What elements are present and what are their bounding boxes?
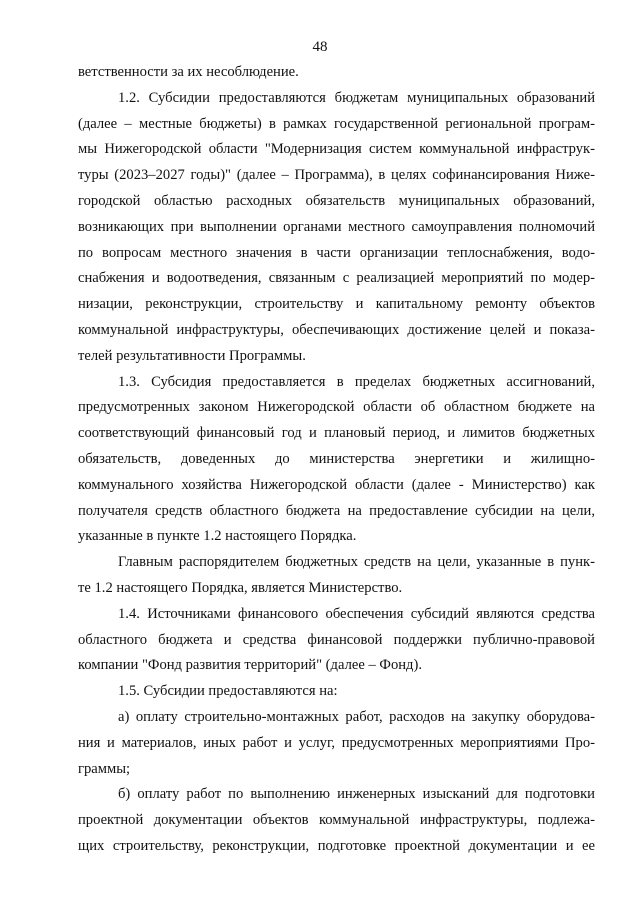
text-line: 1.5. Субсидии предоставляются на: bbox=[118, 683, 338, 700]
text-line: снабжения и водоотведения, связанным с реализацией мероприятий по модер- bbox=[78, 270, 595, 287]
text-line: указанные в пункте 1.2 настоящего Порядка. bbox=[78, 528, 357, 545]
text-line: 1.2. Субсидии предоставляются бюджетам муниципальных образований bbox=[118, 89, 595, 106]
text-line: коммунальной инфраструктуры, обеспечивающих достижение целей и показа- bbox=[78, 321, 595, 338]
text-line: предусмотренных законом Нижегородской области об областном бюджете на bbox=[78, 399, 595, 416]
text-line: соответствующий финансовый год и плановый период, и лимитов бюджетных bbox=[78, 425, 595, 442]
text-line: 1.4. Источниками финансового обеспечения субсидий являются средства bbox=[118, 605, 595, 622]
text-line: по вопросам местного значения в части организации теплоснабжения, водо- bbox=[78, 244, 595, 261]
text-line: (далее – местные бюджеты) в рамках государственной региональной програм- bbox=[78, 115, 595, 132]
text-line: а) оплату строительно-монтажных работ, расходов на закупку оборудова- bbox=[118, 708, 595, 725]
page-number: 48 bbox=[312, 39, 328, 55]
document-body bbox=[78, 60, 595, 860]
text-line: туры (2023–2027 годы)" (далее – Программа), в целях софинансирования Ниже- bbox=[78, 167, 595, 184]
text-line: областного бюджета и средства финансовой поддержки публично-правовой bbox=[78, 631, 595, 648]
text-line: мы Нижегородской области "Модернизация систем коммунальной инфраструк- bbox=[78, 141, 595, 158]
text-line: ния и материалов, иных работ и услуг, предусмотренных мероприятиями Про- bbox=[78, 734, 595, 751]
text-line: щих строительству, реконструкции, подготовке проектной документации и ее bbox=[78, 837, 595, 854]
text-line: коммунального хозяйства Нижегородской области (далее - Министерство) как bbox=[78, 476, 595, 493]
text-line: б) оплату работ по выполнению инженерных изысканий для подготовки bbox=[118, 786, 595, 803]
text-line: те 1.2 настоящего Порядка, является Министерство. bbox=[78, 579, 403, 596]
text-line: возникающих при выполнении органами местного самоуправления полномочий bbox=[78, 218, 595, 235]
text-line: компании "Фонд развития территорий" (далее – Фонд). bbox=[78, 657, 422, 674]
text-line: получателя средств областного бюджета на предоставление субсидии на цели, bbox=[78, 502, 595, 519]
text-line: обязательств, доведенных до министерства энергетики и жилищно- bbox=[78, 450, 595, 467]
text-line: проектной документации объектов коммунальной инфраструктуры, подлежа- bbox=[78, 812, 595, 829]
text-line: низации, реконструкции, строительству и капитальному ремонту объектов bbox=[78, 296, 595, 313]
text-line: ветственности за их несоблюдение. bbox=[78, 64, 299, 80]
text-line: Главным распорядителем бюджетных средств на цели, указанные в пунк- bbox=[118, 554, 595, 571]
text-line: городской областью расходных обязательств муниципальных образований, bbox=[78, 192, 595, 209]
text-line: 1.3. Субсидия предоставляется в пределах бюджетных ассигнований, bbox=[118, 373, 595, 390]
text-line: телей результативности Программы. bbox=[78, 347, 306, 364]
text-line: граммы; bbox=[78, 760, 131, 777]
